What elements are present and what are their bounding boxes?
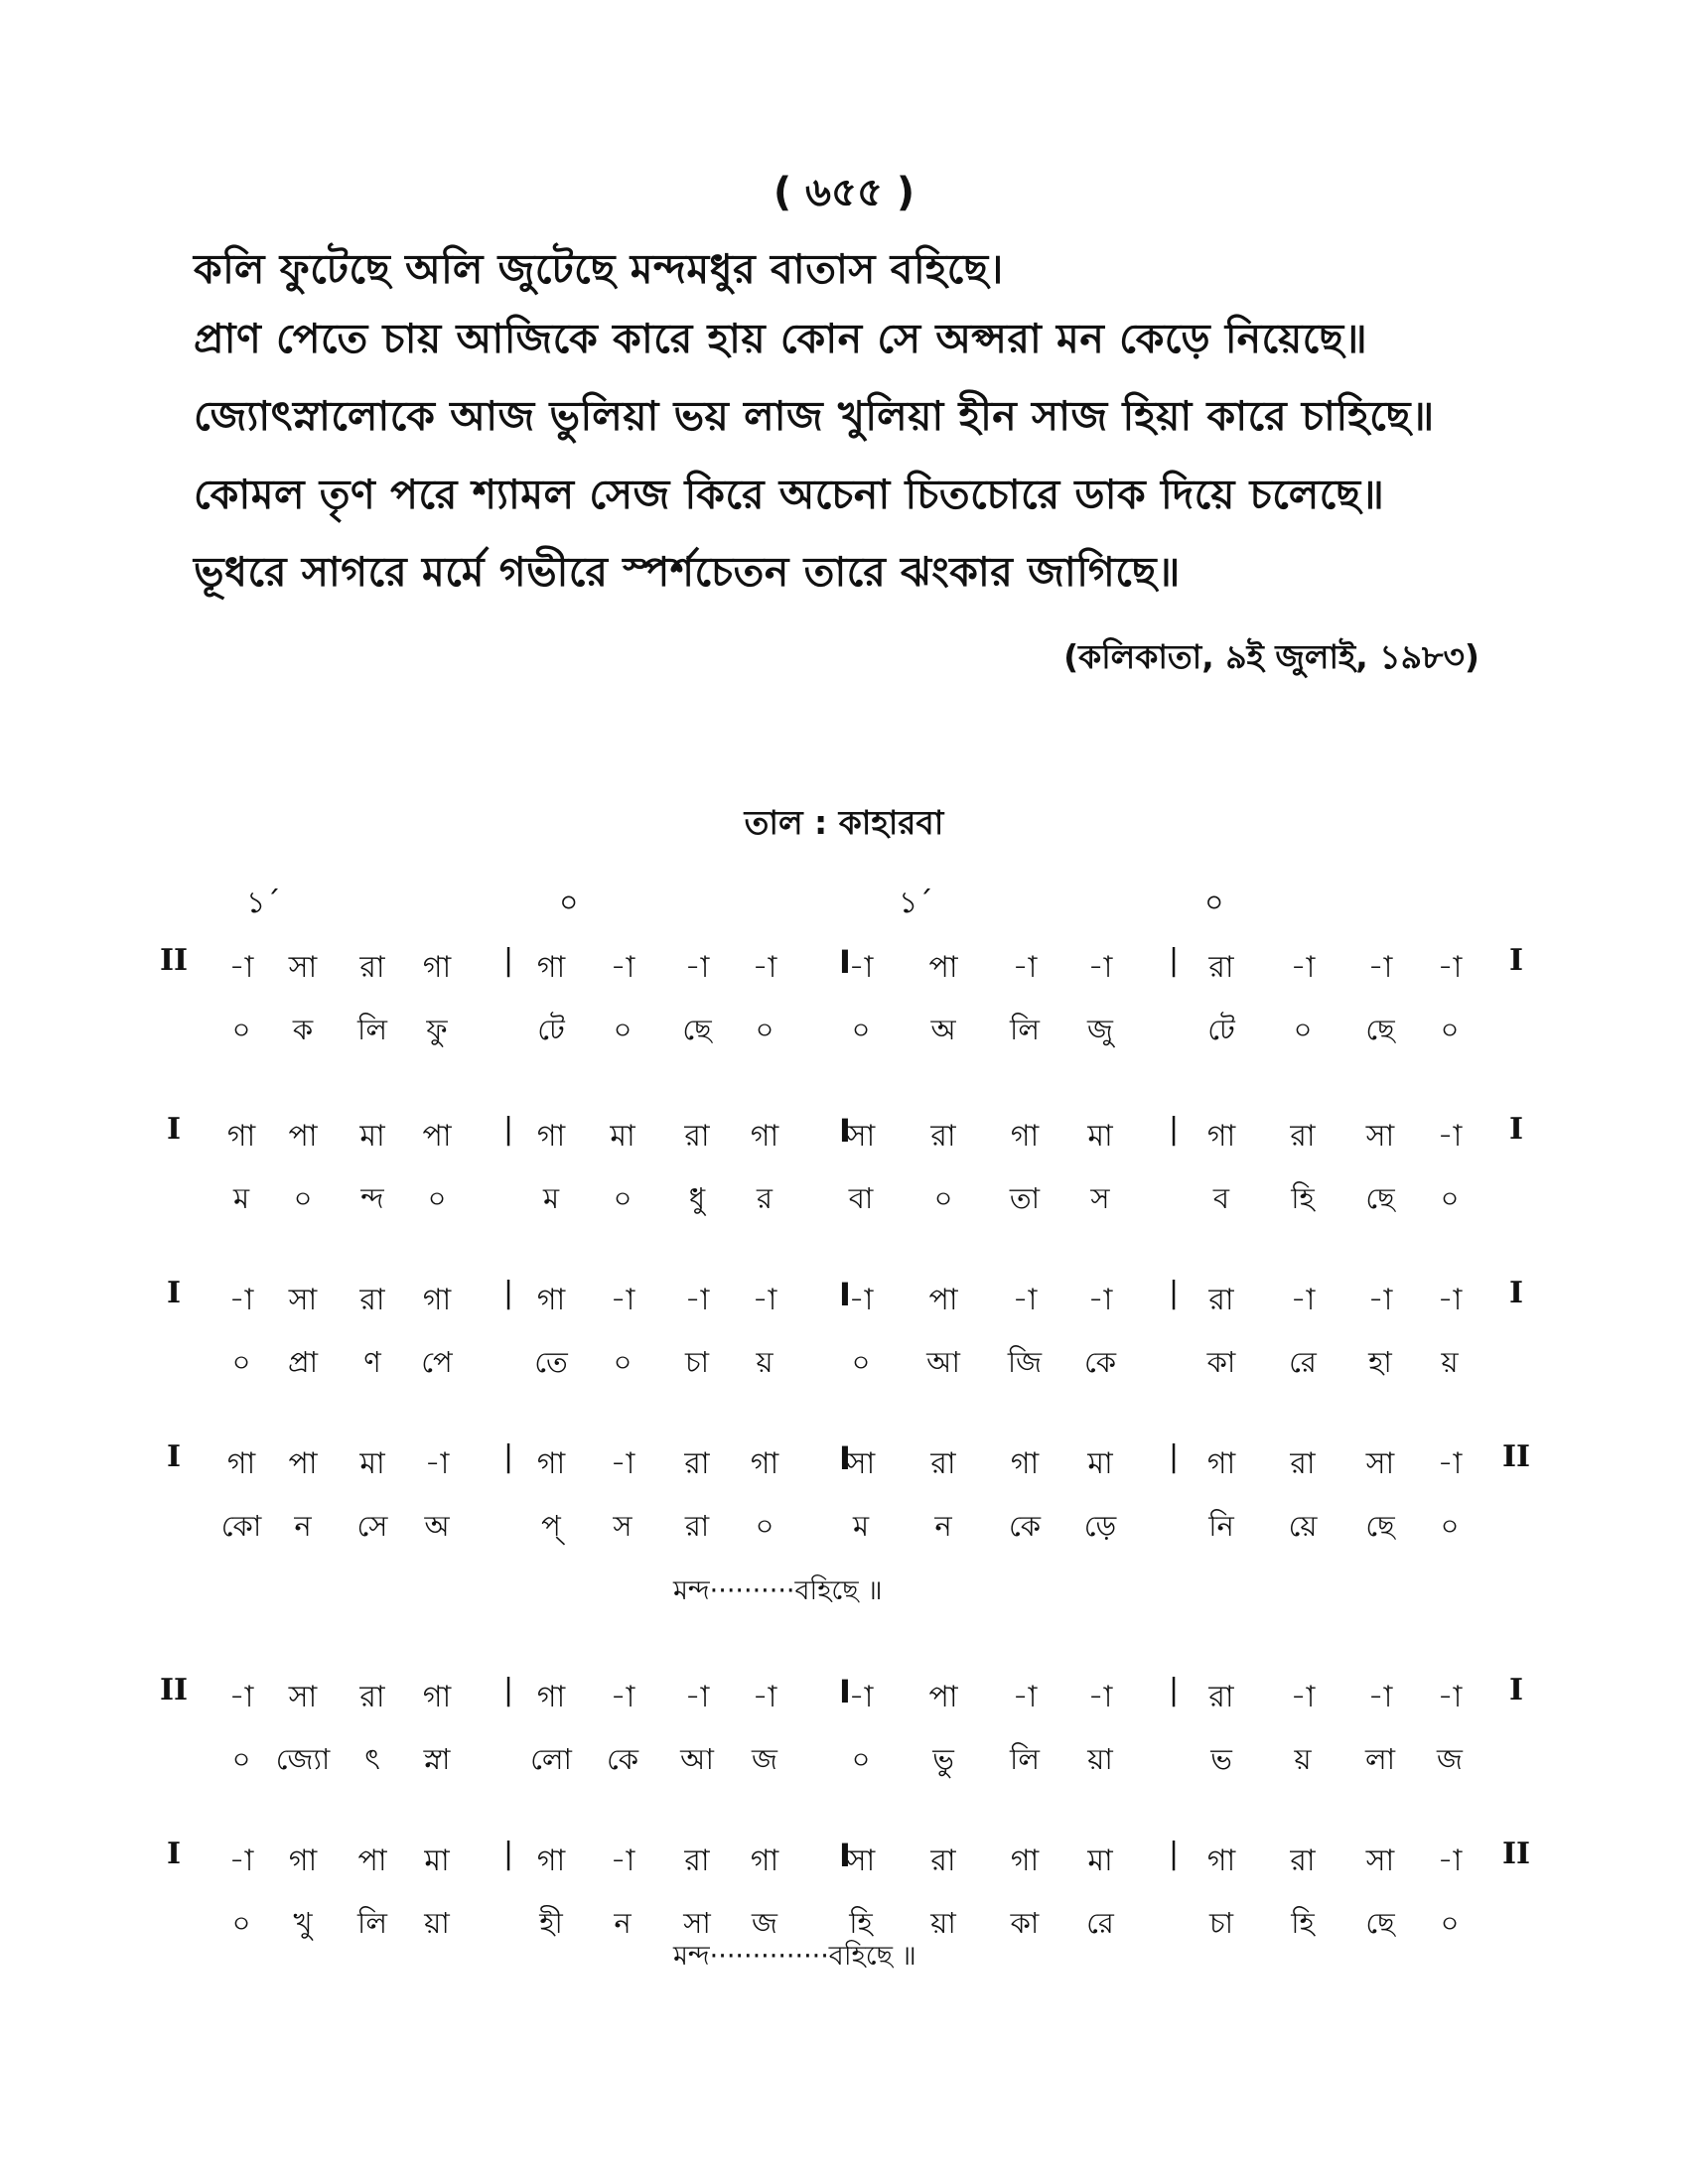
lyric-line-4: কোমল তৃণ পরে শ্যামল সেজ কিরে অচেনা চিতচোরে ডাক দিয়ে চলেছে॥: [194, 471, 1385, 518]
barline: |: [1168, 1673, 1180, 1707]
lyric-line-1: কলি ফুটেছে অলি জুটেছে মন্দমধুর বাতাস বহিছে।: [194, 245, 1004, 293]
barline: |: [1168, 1112, 1180, 1147]
swara-note: গা: [1206, 1843, 1236, 1878]
lyric-syllable: ০: [1440, 1013, 1460, 1046]
lyric-syllable: ০: [755, 1509, 774, 1543]
swara-note: গা: [1206, 1119, 1236, 1154]
swara-note: -া: [1437, 1843, 1463, 1878]
lyric-line-2: প্রাণ পেতে চায় আজিকে কারে হায় কোন সে অপ্সরা মন কেড়ে নিয়েছে॥: [194, 315, 1368, 362]
lyric-syllable: ০: [933, 1181, 953, 1215]
lyric-syllable-row: [0, 1340, 1688, 1386]
lyric-syllable: ০: [613, 1181, 633, 1215]
lyric-syllable: ফু: [426, 1013, 448, 1046]
lyric-syllable: স: [1090, 1181, 1110, 1215]
lyric-syllable: ছে: [1365, 1181, 1395, 1215]
barline: |: [502, 1837, 514, 1871]
swara-row: [0, 943, 1688, 989]
lyric-syllable: ছে: [1365, 1013, 1395, 1046]
swara-note: গা: [1206, 1446, 1236, 1481]
swara-note: গা: [1010, 1446, 1040, 1481]
swara-note: পা: [422, 1119, 452, 1154]
lyric-syllable: জু: [1087, 1013, 1113, 1046]
lyric-syllable: ০: [755, 1013, 774, 1046]
barline-start: I: [166, 1837, 182, 1871]
lyric-syllable: টে: [1207, 1013, 1235, 1046]
swara-note: সা: [1365, 1119, 1395, 1154]
lyric-syllable: য়: [1441, 1345, 1459, 1379]
swara-row: [0, 1112, 1688, 1158]
lyric-syllable: ০: [231, 1345, 251, 1379]
lyric-syllable: খু: [293, 1906, 313, 1940]
lyric-syllable: কে: [1083, 1345, 1117, 1379]
swara-note: গা: [422, 1283, 452, 1317]
lyric-syllable: ন: [294, 1509, 312, 1543]
swara-note: -া: [610, 1843, 635, 1878]
swara-note: সা: [288, 1680, 318, 1714]
lyric-syllable: লি: [357, 1906, 387, 1940]
barline-start: I: [166, 1276, 182, 1310]
swara-note: মা: [1087, 1843, 1113, 1878]
lyric-syllable: র: [757, 1181, 773, 1215]
swara-note: গা: [750, 1446, 779, 1481]
lyric-syllable: কে: [1008, 1509, 1042, 1543]
swara-row: [0, 1439, 1688, 1485]
lyric-syllable: কা: [1010, 1906, 1040, 1940]
lyric-syllable: য়ে: [1288, 1509, 1318, 1543]
lyric-syllable: ভু: [932, 1742, 954, 1776]
swara-note: গা: [1010, 1843, 1040, 1878]
swara-note: গা: [536, 950, 566, 985]
lyric-syllable: প্: [541, 1509, 561, 1543]
swara-note: পা: [288, 1119, 318, 1154]
lyric-syllable: ন্দ: [360, 1181, 384, 1215]
refrain-marker: মন্দ··············বহিছে ॥: [673, 1941, 916, 1972]
swara-row: [0, 1837, 1688, 1882]
swara-note: মা: [1087, 1119, 1113, 1154]
swara-note: রা: [1208, 950, 1234, 985]
lyric-syllable: অ: [424, 1509, 450, 1543]
lyric-syllable: য়া: [424, 1906, 450, 1940]
swara-note: সা: [1365, 1843, 1395, 1878]
lyric-syllable: ০: [1440, 1181, 1460, 1215]
lyric-syllable: ০: [231, 1906, 251, 1940]
barline-end: II: [1501, 1837, 1531, 1871]
swara-note: -া: [1437, 950, 1463, 985]
lyric-syllable: কা: [1206, 1345, 1236, 1379]
swara-note: পা: [288, 1446, 318, 1481]
beat-mark-4: ০: [1204, 886, 1224, 920]
lyric-syllable: প্রা: [287, 1345, 319, 1379]
swara-note: মা: [1087, 1446, 1113, 1481]
lyric-syllable: ০: [613, 1345, 633, 1379]
lyric-syllable: ০: [293, 1181, 313, 1215]
lyric-syllable: জ: [752, 1906, 777, 1940]
lyric-syllable: ড়ে: [1083, 1509, 1117, 1543]
swara-note: গা: [750, 1843, 779, 1878]
lyric-syllable: স: [613, 1509, 633, 1543]
swara-note: গা: [422, 950, 452, 985]
swara-note: রা: [359, 1680, 385, 1714]
swara-note: রা: [359, 1283, 385, 1317]
barline-end: II: [1501, 1439, 1531, 1474]
swara-note: -া: [1367, 1680, 1393, 1714]
lyric-syllable: ছে: [1365, 1906, 1395, 1940]
swara-note: মা: [359, 1119, 385, 1154]
swara-note: রা: [930, 1446, 956, 1481]
lyric-syllable: ছে: [682, 1013, 712, 1046]
swara-note: রা: [1290, 1119, 1316, 1154]
swara-note: রা: [684, 1119, 710, 1154]
lyric-syllable: ম: [542, 1181, 560, 1215]
swara-note: -া: [1367, 1283, 1393, 1317]
swara-note: -া: [684, 1680, 710, 1714]
swara-note: গা: [536, 1680, 566, 1714]
swara-note: গা: [750, 1119, 779, 1154]
barline: |: [1168, 1439, 1180, 1474]
swara-note: পা: [928, 950, 958, 985]
swara-note: রা: [1208, 1680, 1234, 1714]
lyric-syllable: লা: [1364, 1742, 1396, 1776]
lyric-syllable: ম: [852, 1509, 870, 1543]
lyric-syllable: সা: [683, 1906, 711, 1940]
lyric-syllable: কে: [606, 1742, 639, 1776]
swara-note: পা: [928, 1283, 958, 1317]
barline-end: I: [1508, 1112, 1524, 1147]
barline-end: I: [1508, 1276, 1524, 1310]
swara-note: -া: [1087, 950, 1113, 985]
lyric-syllable: চা: [684, 1345, 710, 1379]
swara-note: -া: [228, 1283, 254, 1317]
lyric-syllable: ভ: [1210, 1742, 1232, 1776]
barline: I: [839, 1673, 851, 1710]
swara-note: সা: [846, 1843, 876, 1878]
swara-note: -া: [752, 950, 777, 985]
barline: |: [502, 1276, 514, 1310]
page-number: ( ৬৫৫ ): [773, 170, 915, 215]
swara-note: রা: [930, 1843, 956, 1878]
lyric-syllable: য়: [1294, 1742, 1312, 1776]
swara-note: রা: [684, 1843, 710, 1878]
swara-row: [0, 1673, 1688, 1718]
swara-note: মা: [424, 1843, 450, 1878]
lyric-syllable: ন: [614, 1906, 632, 1940]
barline-end: I: [1508, 943, 1524, 978]
lyric-line-5: ভূধরে সাগরে মর্মে গভীরে স্পর্শচেতন তারে ঝংকার জাগিছে॥: [194, 548, 1181, 596]
barline-start: II: [159, 943, 189, 978]
lyric-syllable: ০: [613, 1013, 633, 1046]
lyric-syllable: হী: [539, 1906, 563, 1940]
swara-note: -া: [1087, 1680, 1113, 1714]
swara-note: -া: [424, 1446, 450, 1481]
swara-note: -া: [228, 1843, 254, 1878]
swara-note: রা: [1208, 1283, 1234, 1317]
swara-note: সা: [1365, 1446, 1395, 1481]
dateline: (কলিকাতা, ৯ই জুলাই, ১৯৮৩): [1063, 637, 1479, 676]
lyric-syllable-row: [0, 1737, 1688, 1783]
barline: |: [502, 1439, 514, 1474]
lyric-syllable-row: [0, 1176, 1688, 1222]
lyric-syllable: পে: [421, 1345, 453, 1379]
swara-note: -া: [610, 1680, 635, 1714]
lyric-syllable: ম: [232, 1181, 250, 1215]
swara-note: গা: [536, 1843, 566, 1878]
swara-note: পা: [928, 1680, 958, 1714]
lyric-syllable: ৎ: [364, 1742, 380, 1776]
swara-note: -া: [1012, 950, 1038, 985]
lyric-syllable: য়: [756, 1345, 774, 1379]
swara-note: -া: [1290, 1283, 1316, 1317]
lyric-syllable: হা: [1368, 1345, 1392, 1379]
refrain-marker: মন্দ··········বহিছে ॥: [673, 1575, 883, 1606]
swara-note: গা: [1010, 1119, 1040, 1154]
barline: I: [839, 1439, 851, 1477]
barline: I: [839, 1837, 851, 1874]
lyric-syllable: ০: [231, 1742, 251, 1776]
barline-end: I: [1508, 1673, 1524, 1707]
swara-note: গা: [422, 1680, 452, 1714]
lyric-syllable: য়া: [930, 1906, 956, 1940]
barline: |: [502, 1673, 514, 1707]
lyric-syllable: হি: [849, 1906, 873, 1940]
lyric-syllable: হি: [1291, 1906, 1315, 1940]
swara-note: -া: [848, 1283, 874, 1317]
swara-note: -া: [610, 950, 635, 985]
swara-note: রা: [1290, 1446, 1316, 1481]
lyric-syllable: জ্যো: [275, 1742, 331, 1776]
swara-note: রা: [930, 1119, 956, 1154]
lyric-syllable: অ: [930, 1013, 956, 1046]
beat-mark-3: ১´: [899, 886, 933, 920]
barline-start: I: [166, 1112, 182, 1147]
lyric-syllable-row: [0, 1504, 1688, 1550]
swara-note: রা: [359, 950, 385, 985]
lyric-syllable: রে: [1086, 1906, 1114, 1940]
swara-note: -া: [1290, 1680, 1316, 1714]
lyric-syllable: ০: [1440, 1906, 1460, 1940]
lyric-syllable: টে: [537, 1013, 565, 1046]
swara-note: রা: [684, 1446, 710, 1481]
lyric-syllable: নি: [1208, 1509, 1234, 1543]
barline: I: [839, 1112, 851, 1150]
swara-note: -া: [1437, 1680, 1463, 1714]
lyric-syllable: ছে: [1365, 1509, 1395, 1543]
lyric-syllable: স্না: [423, 1742, 451, 1776]
lyric-line-3: জ্যোৎস্নালোকে আজ ভুলিয়া ভয় লাজ খুলিয়া হীন সাজ হিয়া কারে চাহিছে॥: [194, 392, 1435, 440]
lyric-syllable: কো: [220, 1509, 262, 1543]
lyric-syllable: ব: [1212, 1181, 1230, 1215]
lyric-syllable: চা: [1208, 1906, 1234, 1940]
lyric-syllable: লি: [357, 1013, 387, 1046]
swara-note: -া: [1367, 950, 1393, 985]
lyric-syllable: জি: [1007, 1345, 1043, 1379]
swara-note: সা: [846, 1446, 876, 1481]
swara-note: -া: [610, 1446, 635, 1481]
lyric-syllable: বা: [848, 1181, 874, 1215]
swara-note: গা: [536, 1119, 566, 1154]
lyric-syllable: লি: [1010, 1742, 1040, 1776]
barline: I: [839, 943, 851, 981]
lyric-syllable: লি: [1010, 1013, 1040, 1046]
swara-note: -া: [1437, 1446, 1463, 1481]
lyric-syllable: ০: [231, 1013, 251, 1046]
swara-note: -া: [752, 1680, 777, 1714]
lyric-syllable: ধু: [688, 1181, 706, 1215]
lyric-syllable-row: [0, 1008, 1688, 1053]
lyric-syllable: জ: [752, 1742, 777, 1776]
lyric-syllable: আ: [926, 1345, 960, 1379]
lyric-syllable: য়া: [1087, 1742, 1113, 1776]
lyric-syllable: ০: [851, 1345, 871, 1379]
lyric-syllable: ০: [427, 1181, 447, 1215]
swara-note: সা: [846, 1119, 876, 1154]
swara-note: -া: [1437, 1119, 1463, 1154]
swara-note: সা: [288, 1283, 318, 1317]
swara-note: গা: [536, 1283, 566, 1317]
lyric-syllable: ০: [1293, 1013, 1313, 1046]
swara-note: সা: [288, 950, 318, 985]
lyric-syllable: ০: [851, 1013, 871, 1046]
lyric-syllable: তা: [1009, 1181, 1041, 1215]
lyric-syllable: ন: [934, 1509, 952, 1543]
lyric-syllable: ক: [292, 1013, 314, 1046]
swara-note: রা: [1290, 1843, 1316, 1878]
barline: |: [502, 1112, 514, 1147]
swara-note: -া: [1437, 1283, 1463, 1317]
lyric-syllable: ০: [1440, 1509, 1460, 1543]
swara-note: -া: [1290, 950, 1316, 985]
barline: I: [839, 1276, 851, 1313]
lyric-syllable: রে: [1289, 1345, 1317, 1379]
barline: |: [1168, 1837, 1180, 1871]
barline: |: [1168, 943, 1180, 978]
beat-mark-1: ১´: [246, 886, 281, 920]
barline-start: I: [166, 1439, 182, 1474]
swara-note: -া: [848, 950, 874, 985]
swara-note: -া: [684, 1283, 710, 1317]
swara-note: -া: [1012, 1680, 1038, 1714]
swara-note: -া: [1012, 1283, 1038, 1317]
lyric-syllable: তে: [534, 1345, 568, 1379]
swara-note: -া: [228, 1680, 254, 1714]
lyric-syllable: লো: [530, 1742, 572, 1776]
swara-note: গা: [226, 1119, 256, 1154]
swara-note: গা: [288, 1843, 318, 1878]
lyric-syllable: জ: [1437, 1742, 1463, 1776]
swara-note: -া: [610, 1283, 635, 1317]
barline-start: II: [159, 1673, 189, 1707]
lyric-syllable: আ: [680, 1742, 714, 1776]
lyric-syllable: ণ: [363, 1345, 381, 1379]
swara-note: -া: [684, 950, 710, 985]
swara-note: -া: [752, 1283, 777, 1317]
lyric-syllable: ০: [851, 1742, 871, 1776]
swara-note: মা: [359, 1446, 385, 1481]
swara-note: গা: [226, 1446, 256, 1481]
swara-note: গা: [536, 1446, 566, 1481]
lyric-syllable: সে: [356, 1509, 388, 1543]
beat-mark-2: ০: [559, 886, 579, 920]
barline: |: [502, 943, 514, 978]
swara-note: -া: [228, 950, 254, 985]
swara-note: -া: [1087, 1283, 1113, 1317]
swara-note: মা: [610, 1119, 635, 1154]
lyric-syllable: রা: [684, 1509, 710, 1543]
swara-note: পা: [357, 1843, 387, 1878]
barline: |: [1168, 1276, 1180, 1310]
swara-note: -া: [848, 1680, 874, 1714]
lyric-syllable: হি: [1291, 1181, 1315, 1215]
swara-row: [0, 1276, 1688, 1321]
taal-heading: তাল : কাহারবা: [744, 803, 944, 842]
